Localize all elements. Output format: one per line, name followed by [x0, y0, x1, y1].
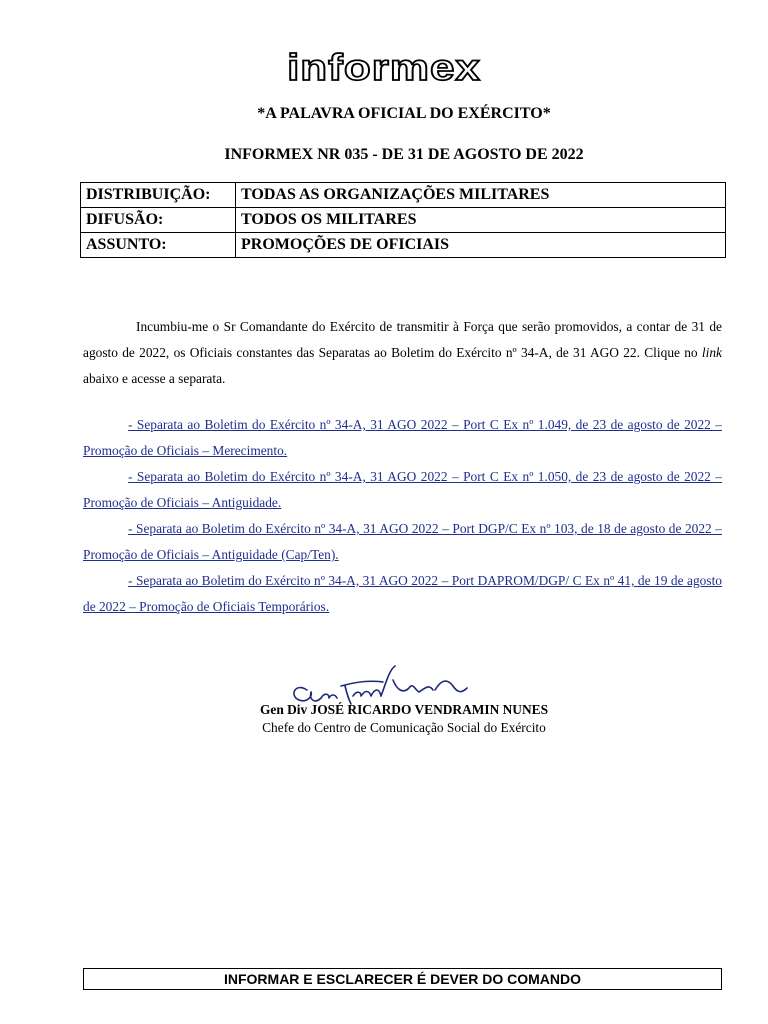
- distribution-label: DISTRIBUIÇÃO:: [81, 183, 236, 208]
- logo: [0, 44, 768, 92]
- body-paragraph: [83, 314, 722, 392]
- separata-links: [83, 412, 722, 620]
- diffusion-value: TODOS OS MILITARES: [236, 208, 726, 233]
- document-headline: INFORMEX NR 035 - DE 31 DE AGOSTO DE 2022: [224, 146, 584, 163]
- intro-text-start: Incumbiu-me o Sr Comandante do Exército de transmitir à Força que serão promovidos, a contar de 31 de agosto de 2022, os Oficiais constantes das Separatas ao Boletim do Exército nº 34-A, de 31 AGO 22. Clique no: [83, 319, 722, 360]
- table-row: [81, 233, 726, 258]
- signatory-name: Gen Div JOSÉ RICARDO VENDRAMIN NUNES: [259, 702, 549, 717]
- separata-link-temporarios[interactable]: - Separata ao Boletim do Exército nº 34-A, 31 AGO 2022 – Port DAPROM/DGP/ C Ex nº 41, de 19 de agosto de 2022 – Promoção de Oficiais Temporários.: [83, 573, 722, 614]
- separata-link-merecimento[interactable]: - Separata ao Boletim do Exército nº 34-A, 31 AGO 2022 – Port C Ex nº 1.049, de 23 de agosto de 2022 – Promoção de Oficiais – Merecimento.: [83, 417, 722, 458]
- subject-value: PROMOÇÕES DE OFICIAIS: [236, 233, 726, 258]
- table-row: [81, 183, 726, 208]
- intro-link-word: link: [701, 345, 722, 360]
- intro-text-end: abaixo e acesse a separata.: [83, 371, 226, 386]
- signatory-title: Chefe do Centro de Comunicação Social do Exército: [262, 720, 546, 735]
- logo-text: informex: [287, 46, 481, 89]
- footer-slogan: INFORMAR E ESCLARECER É DEVER DO COMANDO: [83, 968, 722, 990]
- separata-link-antiguidade[interactable]: - Separata ao Boletim do Exército nº 34-A, 31 AGO 2022 – Port C Ex nº 1.050, de 23 de agosto de 2022 – Promoção de Oficiais – Antiguidade.: [83, 469, 722, 510]
- separata-link-antiguidade-cap-ten[interactable]: - Separata ao Boletim do Exército nº 34-A, 31 AGO 2022 – Port DGP/C Ex nº 103, de 18 de agosto de 2022 – Promoção de Oficiais – Antiguidade (Cap/Ten).: [83, 521, 722, 562]
- distribution-value: TODAS AS ORGANIZAÇÕES MILITARES: [236, 183, 726, 208]
- diffusion-label: DIFUSÃO:: [81, 208, 236, 233]
- motto: *A PALAVRA OFICIAL DO EXÉRCITO*: [257, 105, 551, 122]
- subject-label: ASSUNTO:: [81, 233, 236, 258]
- table-row: [81, 208, 726, 233]
- distribution-table: [80, 182, 726, 258]
